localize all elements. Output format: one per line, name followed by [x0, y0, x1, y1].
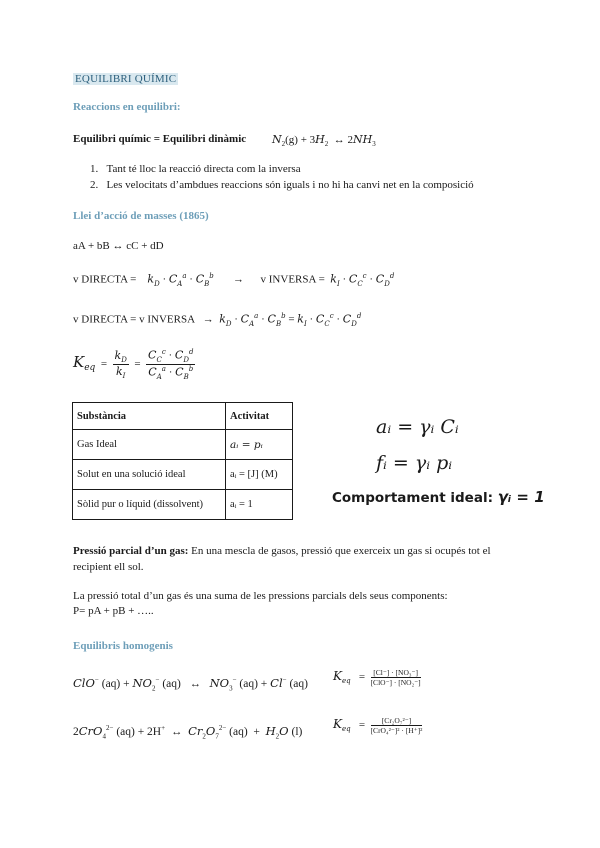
homog-eq2-numerator: [Cr₂O₇²⁻]: [371, 716, 423, 726]
ideal-behaviour: [332, 488, 545, 506]
table-cell: aᵢ = [J] (M): [226, 460, 293, 490]
homog-eq1-denominator: [ClO⁻] · [NO₂⁻]: [370, 678, 421, 687]
v-inversa-label: v INVERSA =: [260, 273, 325, 286]
table-row: [73, 490, 293, 520]
keq-symbol: K: [73, 352, 85, 371]
ideal-label: Comportament ideal:: [332, 490, 493, 506]
table-row: [73, 460, 293, 490]
table-cell: Solut en una solució ideal: [73, 460, 226, 490]
pressio-total-line: La pressió total d’un gas és una suma de les pressions parcials dels seus components:: [73, 590, 448, 602]
general-reaction: aA + bB ↔ cC + dD: [73, 240, 164, 252]
table-header: Substància: [73, 403, 226, 430]
table-header: Activitat: [226, 403, 293, 430]
table-row: [73, 430, 293, 460]
eq-dinamic-reaction: $N_2(g) + 3H_2$ ↔ $2NH_3$: [272, 133, 376, 149]
homog-eq1-numerator: [Cl⁻] · [NO₃⁻]: [371, 668, 421, 678]
table-cell: aᵢ = 1: [226, 490, 293, 520]
homog-eq2-keq: $K_{eq}$ = $\frac{\text{[Cr₂O₇²⁻]}}{\text{[CrO₄²⁻]² · [H⁺]²}}$: [333, 716, 423, 735]
pressio-formula: P= pA + pB + …..: [73, 605, 154, 617]
rate-equality-line: v DIRECTA = v INVERSA → $k_D \cdot C_A^a \cdot C_B^b = k_I \cdot C_C^c \cdot C_D^d$: [73, 312, 362, 328]
section-heading-reaccions: Reaccions en equilibri:: [73, 101, 181, 113]
activity-eq-f: fᵢ = γᵢ pᵢ: [376, 452, 453, 474]
ideal-value: γᵢ = 1: [497, 488, 545, 506]
pressio-text: En una mescla de gasos, pressió que exerceix un gas si ocupés tot el: [188, 545, 491, 557]
activity-eq-a: aᵢ = γᵢ Cᵢ: [376, 416, 459, 438]
table-cell: Gas Ideal: [73, 430, 226, 460]
page-title: EQUILIBRI QUÍMIC: [75, 73, 177, 85]
v-equal-label: v DIRECTA = v INVERSA: [73, 313, 195, 326]
table-cell: Sòlid pur o líquid (dissolvent): [73, 490, 226, 520]
homog-eq2-reaction: 2CrO$_4^{2-}$ (aq) + 2H+ ↔ $Cr_2O_7^{2-}$ $(aq) + H_2O$ (l): [73, 724, 303, 741]
activity-table: [72, 402, 293, 520]
homog-eq1-keq: $K_{eq}$ = $\frac{\text{[Cl⁻] · [NO₃⁻]}}{\text{[ClO⁻] · [NO₂⁻]}}$: [333, 668, 421, 687]
homog-eq2-fraction: [371, 716, 423, 735]
pressio-paragraph: [73, 545, 491, 557]
rate-directa-line: v DIRECTA = $k_D \cdot C_A^a \cdot C_B^b$ → v INVERSA = $k_I \cdot C_C^c \cdot C_D^d$: [73, 272, 395, 288]
pressio-term: Pressió parcial d’un gas:: [73, 545, 189, 557]
list-item: 1. Tant té lloc la reacció directa com la inversa: [90, 163, 301, 175]
homog-eq2-denominator: [CrO₄²⁻]² · [H⁺]²: [370, 726, 423, 735]
table-cell: aᵢ = pᵢ: [226, 430, 293, 460]
section-heading-llei: Llei d’acció de masses (1865): [73, 210, 209, 222]
homog-eq1-reaction: ClO− $(aq) + NO_2^-$ (aq) ↔ $NO_3^-$ (aq) + Cl− (aq): [73, 676, 308, 693]
pressio-text-line2: recipient ell sol.: [73, 561, 144, 573]
keq-expression: $K_{eq}$ = $\frac{k_D}{k_I}$ = $\frac{C_C^c \cdot C_D^d}{C_A^a \cdot C_B^b}$: [73, 348, 194, 381]
section-heading-homogenis: Equilibris homogenis: [73, 640, 173, 652]
table-header-row: [73, 403, 293, 430]
homog-eq1-fraction: [371, 668, 421, 687]
eq-dinamic-label: Equilibri químic = Equilibri dinàmic: [73, 133, 247, 145]
v-directa-label: v DIRECTA =: [73, 273, 137, 286]
list-item: 2. Les velocitats d’ambdues reaccions són iguals i no hi ha canvi net en la composició: [90, 179, 474, 191]
